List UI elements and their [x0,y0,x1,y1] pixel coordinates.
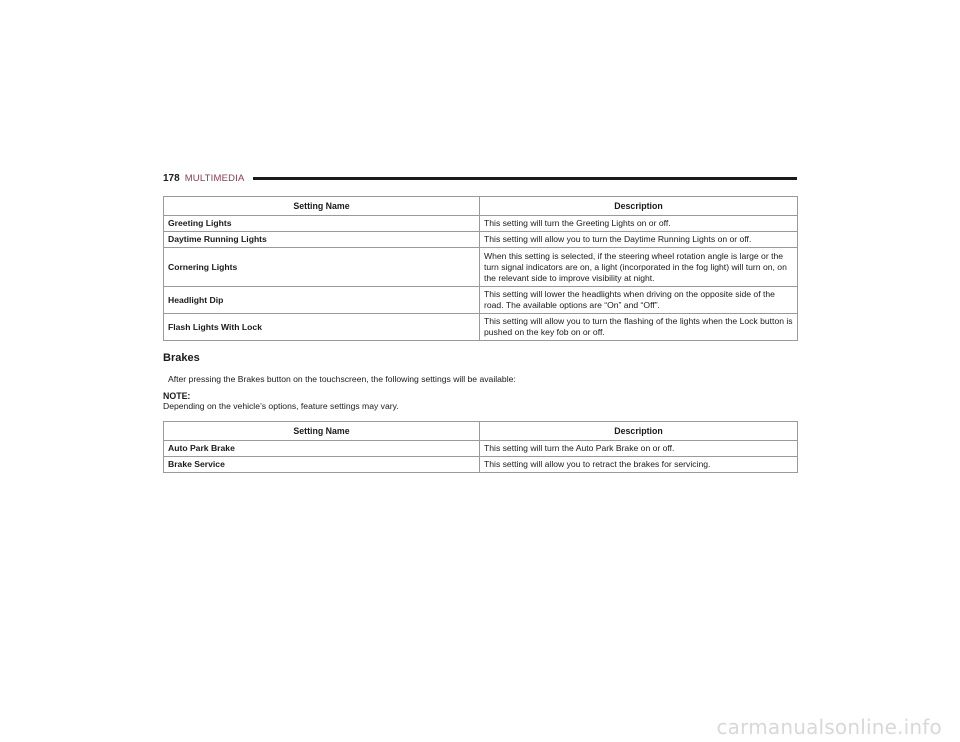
setting-description: When this setting is selected, if the steering wheel rotation angle is large or the turn signal indicators are on, a light (incorporated in the fog light) will turn on, on the relevant side to improve visibility at night. [480,248,798,287]
brakes-settings-table [163,421,798,473]
table-row [164,441,798,457]
setting-name: Brake Service [164,457,480,473]
table-header-row [164,197,798,216]
column-header-setting-name: Setting Name [164,197,480,216]
table-row [164,287,798,314]
setting-description: This setting will allow you to retract the brakes for servicing. [480,457,798,473]
brakes-intro-text: After pressing the Brakes button on the touchscreen, the following settings will be available: [168,374,516,384]
table-row [164,314,798,341]
setting-description: This setting will allow you to turn the Daytime Running Lights on or off. [480,232,798,248]
column-header-description: Description [480,197,798,216]
page-number: 178 [163,172,180,184]
setting-name: Daytime Running Lights [164,232,480,248]
header-rule [253,177,797,180]
setting-description: This setting will allow you to turn the flashing of the lights when the Lock button is pushed on the key fob on or off. [480,314,798,341]
column-header-setting-name: Setting Name [164,422,480,441]
setting-name: Headlight Dip [164,287,480,314]
column-header-description: Description [480,422,798,441]
setting-name: Greeting Lights [164,216,480,232]
note-text: Depending on the vehicle’s options, feature settings may vary. [163,401,399,411]
note-label: NOTE: [163,391,191,401]
setting-description: This setting will turn the Auto Park Brake on or off. [480,441,798,457]
setting-description: This setting will turn the Greeting Lights on or off. [480,216,798,232]
section-heading-brakes: Brakes [163,352,200,364]
page-header [163,171,797,185]
table-row [164,248,798,287]
watermark: carmanualsonline.info [716,715,942,739]
table-header-row [164,422,798,441]
lights-settings-table [163,196,798,341]
section-name: MULTIMEDIA [184,172,245,184]
table-row [164,457,798,473]
setting-name: Auto Park Brake [164,441,480,457]
table-row [164,232,798,248]
setting-name: Flash Lights With Lock [164,314,480,341]
setting-description: This setting will lower the headlights when driving on the opposite side of the road. The available options are “On” and “Off”. [480,287,798,314]
setting-name: Cornering Lights [164,248,480,287]
table-row [164,216,798,232]
